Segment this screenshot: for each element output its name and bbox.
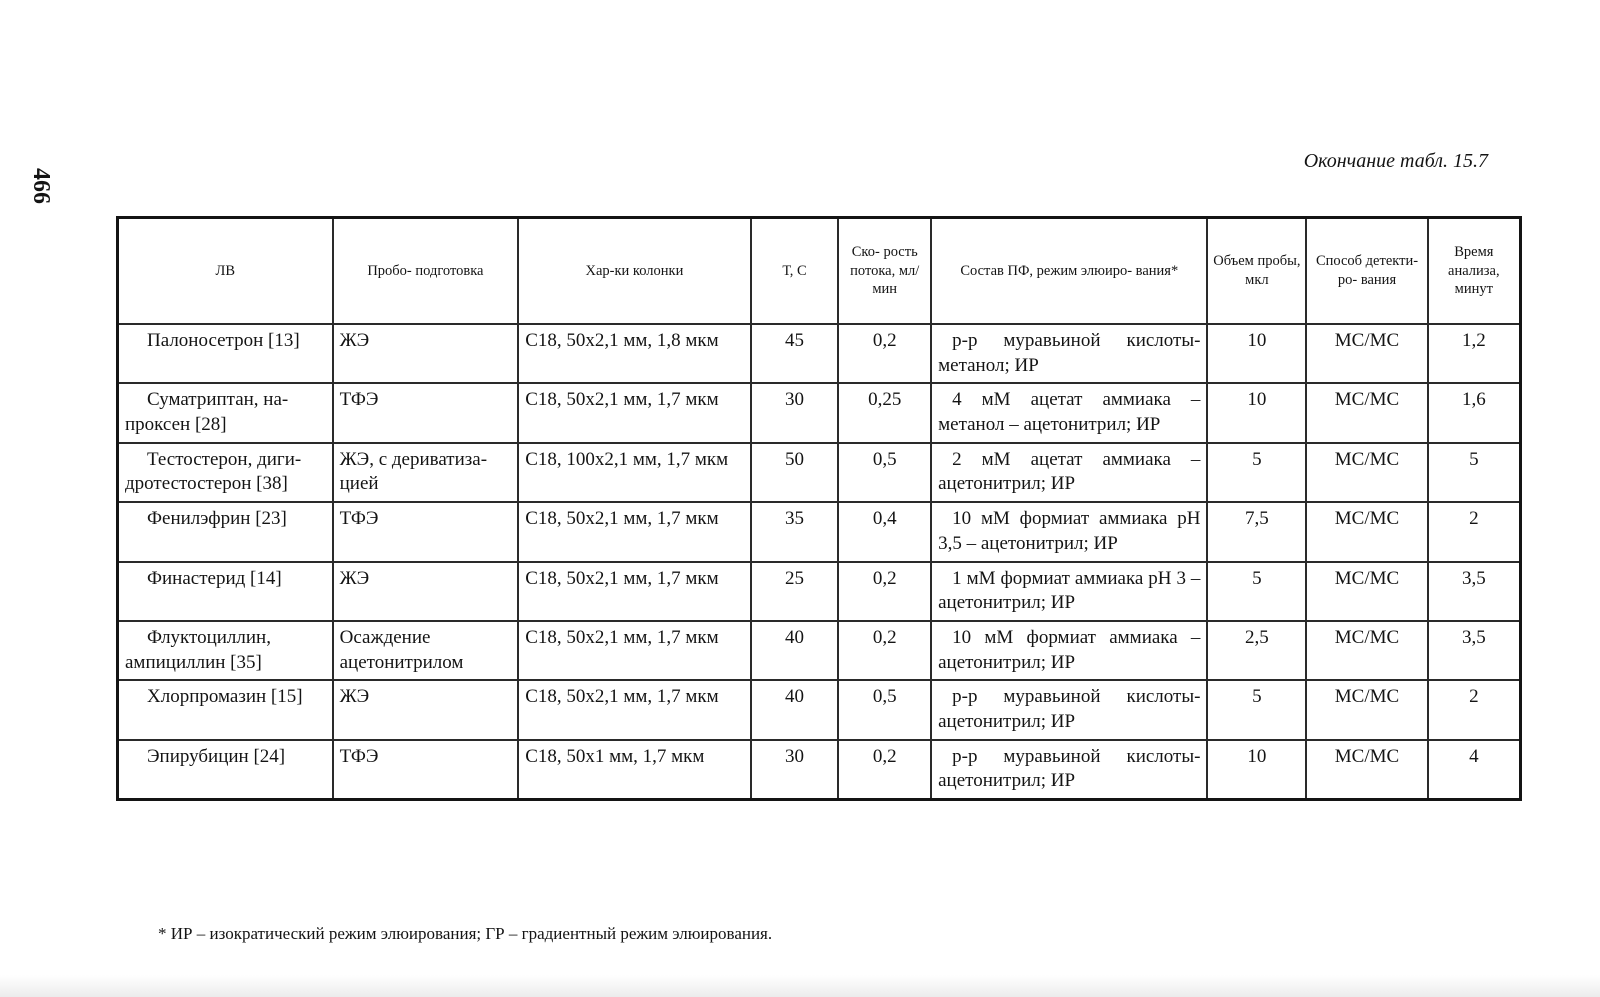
header-sample-prep: Пробо- подготовка bbox=[333, 218, 519, 325]
header-flow-rate: Ско- рость потока, мл/мин bbox=[838, 218, 931, 325]
cell-sample-prep: ЖЭ, с дериватиза-цией bbox=[333, 443, 519, 502]
cell-column-specs: C18, 50x2,1 мм, 1,7 мкм bbox=[518, 502, 750, 561]
table-row bbox=[118, 324, 1521, 383]
header-temperature: Т, С bbox=[751, 218, 839, 325]
cell-analysis-time: 5 bbox=[1428, 443, 1521, 502]
cell-sample-volume: 10 bbox=[1207, 324, 1306, 383]
cell-temperature: 40 bbox=[751, 621, 839, 680]
cell-column-specs: C18, 50x1 мм, 1,7 мкм bbox=[518, 740, 750, 800]
cell-analysis-time: 3,5 bbox=[1428, 562, 1521, 621]
cell-mobile-phase: 10 мМ формиат аммиака – ацетонитрил; ИР bbox=[931, 621, 1207, 680]
table-row bbox=[118, 621, 1521, 680]
cell-flow-rate: 0,2 bbox=[838, 621, 931, 680]
cell-sample-volume: 2,5 bbox=[1207, 621, 1306, 680]
table-row bbox=[118, 562, 1521, 621]
cell-column-specs: C18, 50x2,1 мм, 1,7 мкм bbox=[518, 680, 750, 739]
cell-sample-volume: 10 bbox=[1207, 383, 1306, 442]
cell-flow-rate: 0,5 bbox=[838, 680, 931, 739]
scan-edge-shade bbox=[0, 975, 1600, 997]
cell-mobile-phase: 4 мМ ацетат аммиака – метанол – ацетонитрил; ИР bbox=[931, 383, 1207, 442]
table-body bbox=[118, 324, 1521, 800]
table-row bbox=[118, 383, 1521, 442]
cell-flow-rate: 0,25 bbox=[838, 383, 931, 442]
cell-analysis-time: 2 bbox=[1428, 502, 1521, 561]
cell-drug: Эпирубицин [24] bbox=[118, 740, 333, 800]
cell-column-specs: C18, 50x2,1 мм, 1,7 мкм bbox=[518, 383, 750, 442]
cell-sample-prep: ТФЭ bbox=[333, 502, 519, 561]
cell-analysis-time: 4 bbox=[1428, 740, 1521, 800]
table-row bbox=[118, 680, 1521, 739]
cell-flow-rate: 0,2 bbox=[838, 562, 931, 621]
cell-temperature: 25 bbox=[751, 562, 839, 621]
cell-mobile-phase: р-р муравьиной кислоты-ацетонитрил; ИР bbox=[931, 740, 1207, 800]
cell-analysis-time: 2 bbox=[1428, 680, 1521, 739]
cell-mobile-phase: р-р муравьиной кислоты-метанол; ИР bbox=[931, 324, 1207, 383]
cell-detection: МС/МС bbox=[1306, 621, 1427, 680]
cell-column-specs: C18, 50x2,1 мм, 1,7 мкм bbox=[518, 562, 750, 621]
cell-sample-prep: ТФЭ bbox=[333, 740, 519, 800]
cell-flow-rate: 0,2 bbox=[838, 324, 931, 383]
cell-detection: МС/МС bbox=[1306, 680, 1427, 739]
cell-sample-prep: ЖЭ bbox=[333, 562, 519, 621]
cell-detection: МС/МС bbox=[1306, 324, 1427, 383]
cell-sample-volume: 7,5 bbox=[1207, 502, 1306, 561]
footnote: * ИР – изократический режим элюирования; ГР – градиентный режим элюирования. bbox=[158, 924, 773, 943]
cell-drug: Тестостерон, диги-дротестостерон [38] bbox=[118, 443, 333, 502]
cell-drug: Хлорпромазин [15] bbox=[118, 680, 333, 739]
header-detection: Способ детекти- ро- вания bbox=[1306, 218, 1427, 325]
cell-sample-volume: 5 bbox=[1207, 443, 1306, 502]
cell-sample-volume: 10 bbox=[1207, 740, 1306, 800]
cell-detection: МС/МС bbox=[1306, 443, 1427, 502]
cell-sample-volume: 5 bbox=[1207, 562, 1306, 621]
cell-mobile-phase: 2 мМ ацетат аммиака – ацетонитрил; ИР bbox=[931, 443, 1207, 502]
cell-detection: МС/МС bbox=[1306, 502, 1427, 561]
header-column-specs: Хар-ки колонки bbox=[518, 218, 750, 325]
cell-temperature: 50 bbox=[751, 443, 839, 502]
cell-drug: Палоносетрон [13] bbox=[118, 324, 333, 383]
table-row bbox=[118, 502, 1521, 561]
table-row bbox=[118, 740, 1521, 800]
cell-mobile-phase: 10 мМ формиат аммиака pH 3,5 – ацетонитрил; ИР bbox=[931, 502, 1207, 561]
cell-analysis-time: 1,6 bbox=[1428, 383, 1521, 442]
cell-sample-prep: Осаждение ацетонитрилом bbox=[333, 621, 519, 680]
header-drug: ЛВ bbox=[118, 218, 333, 325]
header-analysis-time: Время анализа, минут bbox=[1428, 218, 1521, 325]
cell-sample-prep: ЖЭ bbox=[333, 324, 519, 383]
cell-drug: Фенилэфрин [23] bbox=[118, 502, 333, 561]
page-number: 466 bbox=[28, 168, 54, 204]
table-caption: Окончание табл. 15.7 bbox=[1303, 150, 1488, 172]
cell-sample-prep: ТФЭ bbox=[333, 383, 519, 442]
cell-sample-prep: ЖЭ bbox=[333, 680, 519, 739]
cell-drug: Флуктоциллин, ампициллин [35] bbox=[118, 621, 333, 680]
cell-temperature: 30 bbox=[751, 740, 839, 800]
cell-column-specs: C18, 50x2,1 мм, 1,8 мкм bbox=[518, 324, 750, 383]
cell-detection: МС/МС bbox=[1306, 562, 1427, 621]
cell-flow-rate: 0,4 bbox=[838, 502, 931, 561]
cell-column-specs: C18, 50x2,1 мм, 1,7 мкм bbox=[518, 621, 750, 680]
table-row bbox=[118, 443, 1521, 502]
cell-mobile-phase: 1 мМ формиат аммиака pH 3 – ацетонитрил; ИР bbox=[931, 562, 1207, 621]
cell-detection: МС/МС bbox=[1306, 383, 1427, 442]
header-sample-volume: Объем пробы, мкл bbox=[1207, 218, 1306, 325]
header-mobile-phase: Состав ПФ, режим элюиро- вания* bbox=[931, 218, 1207, 325]
cell-sample-volume: 5 bbox=[1207, 680, 1306, 739]
cell-temperature: 40 bbox=[751, 680, 839, 739]
cell-analysis-time: 1,2 bbox=[1428, 324, 1521, 383]
cell-temperature: 30 bbox=[751, 383, 839, 442]
cell-column-specs: C18, 100x2,1 мм, 1,7 мкм bbox=[518, 443, 750, 502]
cell-flow-rate: 0,5 bbox=[838, 443, 931, 502]
table-header-row bbox=[118, 218, 1521, 325]
cell-temperature: 45 bbox=[751, 324, 839, 383]
cell-mobile-phase: р-р муравьиной кислоты-ацетонитрил; ИР bbox=[931, 680, 1207, 739]
cell-detection: МС/МС bbox=[1306, 740, 1427, 800]
data-table bbox=[116, 216, 1522, 801]
cell-drug: Финастерид [14] bbox=[118, 562, 333, 621]
cell-temperature: 35 bbox=[751, 502, 839, 561]
cell-analysis-time: 3,5 bbox=[1428, 621, 1521, 680]
cell-drug: Суматриптан, на-проксен [28] bbox=[118, 383, 333, 442]
cell-flow-rate: 0,2 bbox=[838, 740, 931, 800]
